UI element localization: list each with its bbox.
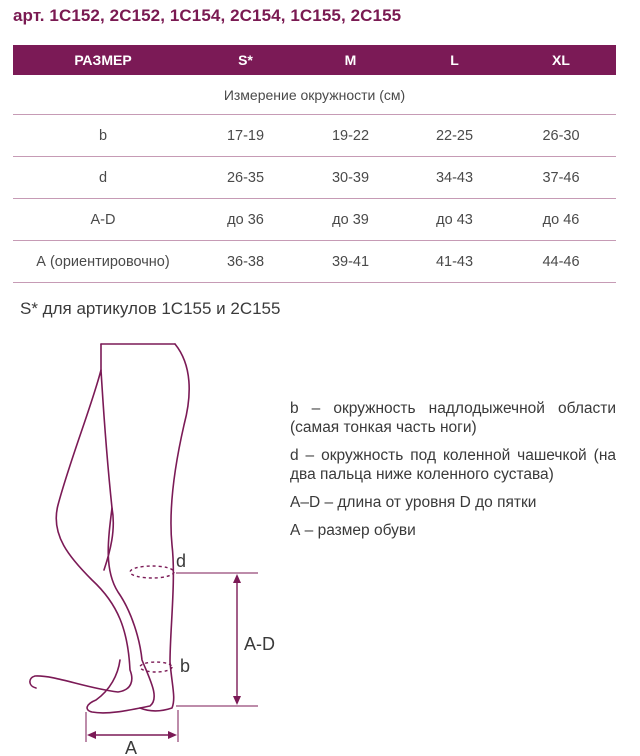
row-label: b [98, 127, 108, 144]
table-header [13, 45, 616, 75]
table-row [13, 157, 616, 199]
header-s: S* [238, 52, 253, 68]
ad-arrow-up-icon [233, 574, 241, 583]
table-row [13, 115, 616, 157]
ad-arrow-down-icon [233, 696, 241, 705]
cell: 36-38 [226, 253, 265, 270]
header-size: РАЗМЕР [74, 52, 132, 68]
a-arrow-right-icon [168, 731, 177, 739]
legend-item-b: b – окружность надлодыжечной области (самая тонкая часть ноги) [290, 400, 616, 436]
cell: 41-43 [435, 253, 474, 270]
arrow-heads [87, 574, 241, 739]
table-subheader: Измерение окружности (см) [13, 75, 616, 115]
label-b: b [180, 656, 191, 676]
label-ad: A-D [244, 634, 275, 654]
header-m: M [344, 52, 357, 68]
cell: до 36 [227, 211, 264, 228]
cell: 17-19 [226, 127, 265, 144]
header-l: L [450, 52, 459, 68]
legend-item-d: d – окружность под коленной чашечкой (на два пальца ниже коленного сустава) [290, 447, 616, 483]
cell: до 39 [332, 211, 369, 228]
cell: 26-35 [226, 169, 265, 186]
cell: 26-30 [542, 127, 580, 144]
size-note: S* для артикулов 1С155 и 2С155 [20, 299, 281, 318]
cell: 22-25 [435, 127, 474, 144]
inner-leg-line [101, 370, 113, 570]
table-row [13, 241, 616, 283]
cell: 30-39 [331, 169, 370, 186]
legend-item-ad: A–D – длина от уровня D до пятки [290, 494, 537, 511]
legend-item-a: А – размер обуви [290, 522, 416, 539]
header-xl: XL [552, 52, 570, 68]
second-leg-outline [87, 508, 154, 713]
page-title: арт. 1С152, 2С152, 1С154, 2С154, 1С155, 2С155 [13, 6, 402, 25]
cell: 39-41 [331, 253, 370, 270]
front-leg-outline [30, 344, 132, 692]
row-label: d [98, 169, 108, 186]
leg-outline [30, 344, 189, 713]
cell: 34-43 [435, 169, 474, 186]
measurement-legend [290, 399, 616, 549]
table-row [13, 199, 616, 241]
a-arrow-left-icon [87, 731, 96, 739]
row-label: A-D [90, 211, 116, 228]
cell: 37-46 [542, 169, 580, 186]
size-table [13, 45, 616, 283]
cell: до 43 [436, 211, 473, 228]
d-circumference-marker [130, 566, 174, 578]
cell: до 46 [542, 211, 580, 228]
row-label: А (ориентировочно) [36, 253, 170, 270]
label-d: d [176, 551, 187, 571]
leg-measurement-diagram [0, 330, 300, 756]
label-a: A [125, 738, 138, 756]
cell: 44-46 [542, 253, 580, 270]
cell: 19-22 [331, 127, 370, 144]
